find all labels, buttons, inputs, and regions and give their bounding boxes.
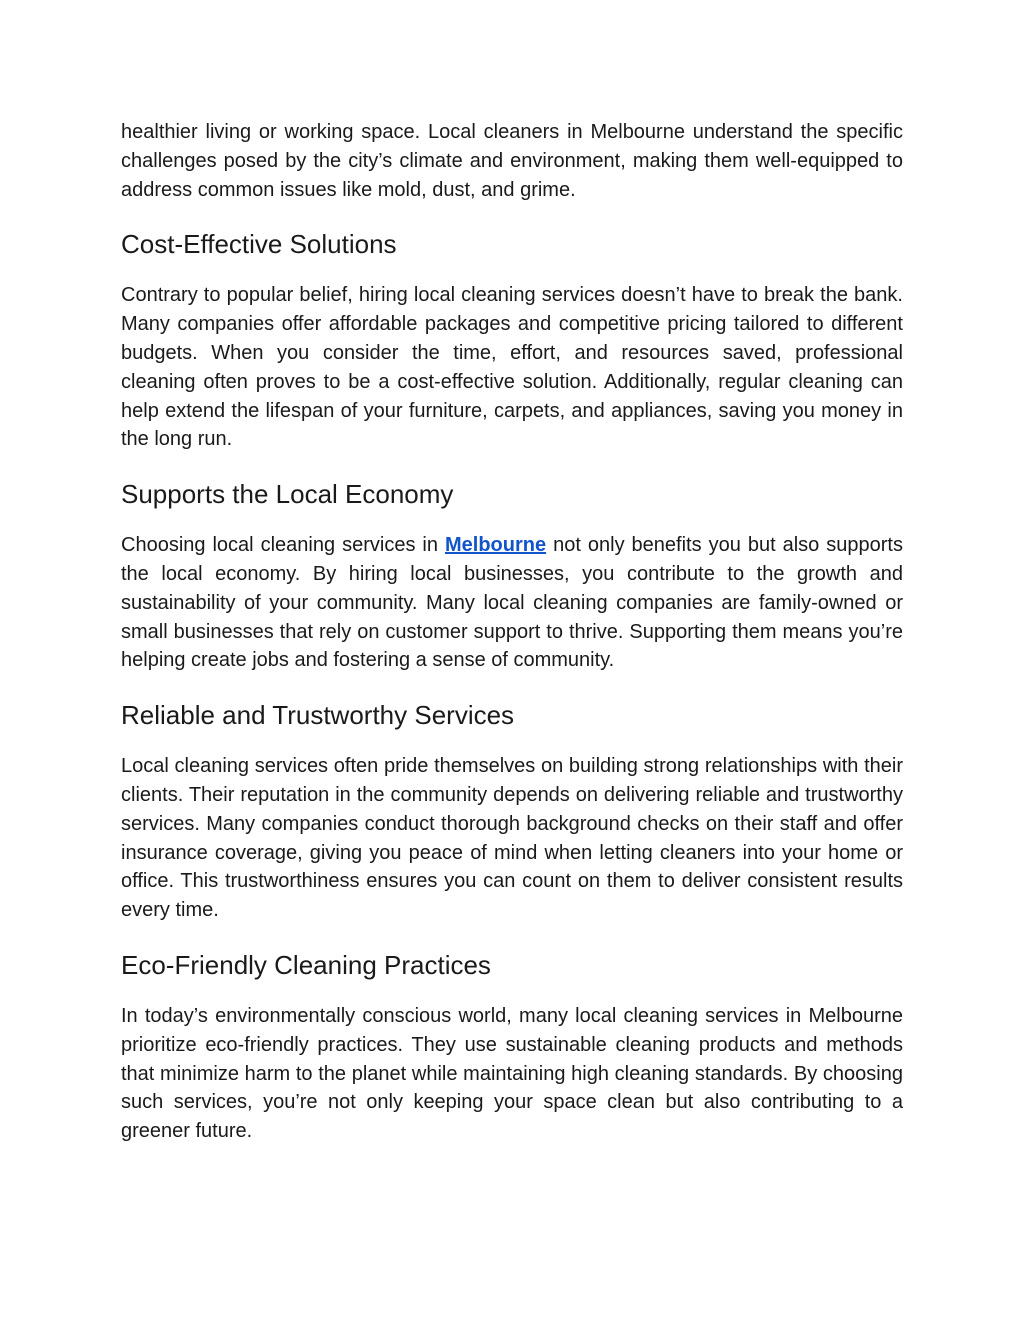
heading-reliable-trustworthy-services: Reliable and Trustworthy Services: [121, 700, 515, 731]
paragraph-reliable-trustworthy-services: Local cleaning services often pride themselves on building strong relationships with their clients. Their reputation in the community depends on delivering reliable and trustworthy services. Many companies conduct thorough background checks on their staff and offer insurance coverage, giving you peace of mind when letting cleaners into your home or office. This trustworthiness ensures you can count on them to deliver consistent results every time.: [121, 755, 903, 922]
economy-text-after: not only benefits you but also supports the local economy. By hiring local businesses, you contribute to the growth and sustainability of your community. Many local cleaning companies are family-owned or small businesses that rely on customer support to thrive. Supporting them means you’re helping create jobs and fostering a sense of community.: [121, 534, 903, 672]
heading-eco-friendly-cleaning: Eco-Friendly Cleaning Practices: [121, 949, 491, 980]
paragraph-supports-local-economy: [121, 531, 903, 675]
economy-text-before: Choosing local cleaning services in: [121, 534, 445, 557]
document-page: [121, 118, 903, 1146]
intro-paragraph: healthier living or working space. Local cleaners in Melbourne understand the specific challenges posed by the city’s climate and environment, making them well-equipped to address common issues like mold, dust, and grime.: [121, 121, 903, 201]
melbourne-link[interactable]: Melbourne: [444, 534, 547, 557]
heading-supports-local-economy: Supports the Local Economy: [121, 479, 454, 510]
paragraph-eco-friendly-cleaning: In today’s environmentally conscious world, many local cleaning services in Melbourne prioritize eco-friendly practices. They use sustainable cleaning products and methods that minimize harm to the planet while maintaining high cleaning standards. By choosing such services, you’re not only keeping your space clean but also contributing to a greener future.: [121, 1004, 903, 1143]
heading-cost-effective-solutions: Cost-Effective Solutions: [121, 229, 397, 260]
paragraph-cost-effective-solutions: Contrary to popular belief, hiring local cleaning services doesn’t have to break the bank. Many companies offer affordable packages and competitive pricing tailored to different budgets. When you consider the time, effort, and resources saved, professional cleaning often proves to be a cost-effective solution. Additionally, regular cleaning can help extend the lifespan of your furniture, carpets, and appliances, saving you money in the long run.: [121, 284, 903, 451]
